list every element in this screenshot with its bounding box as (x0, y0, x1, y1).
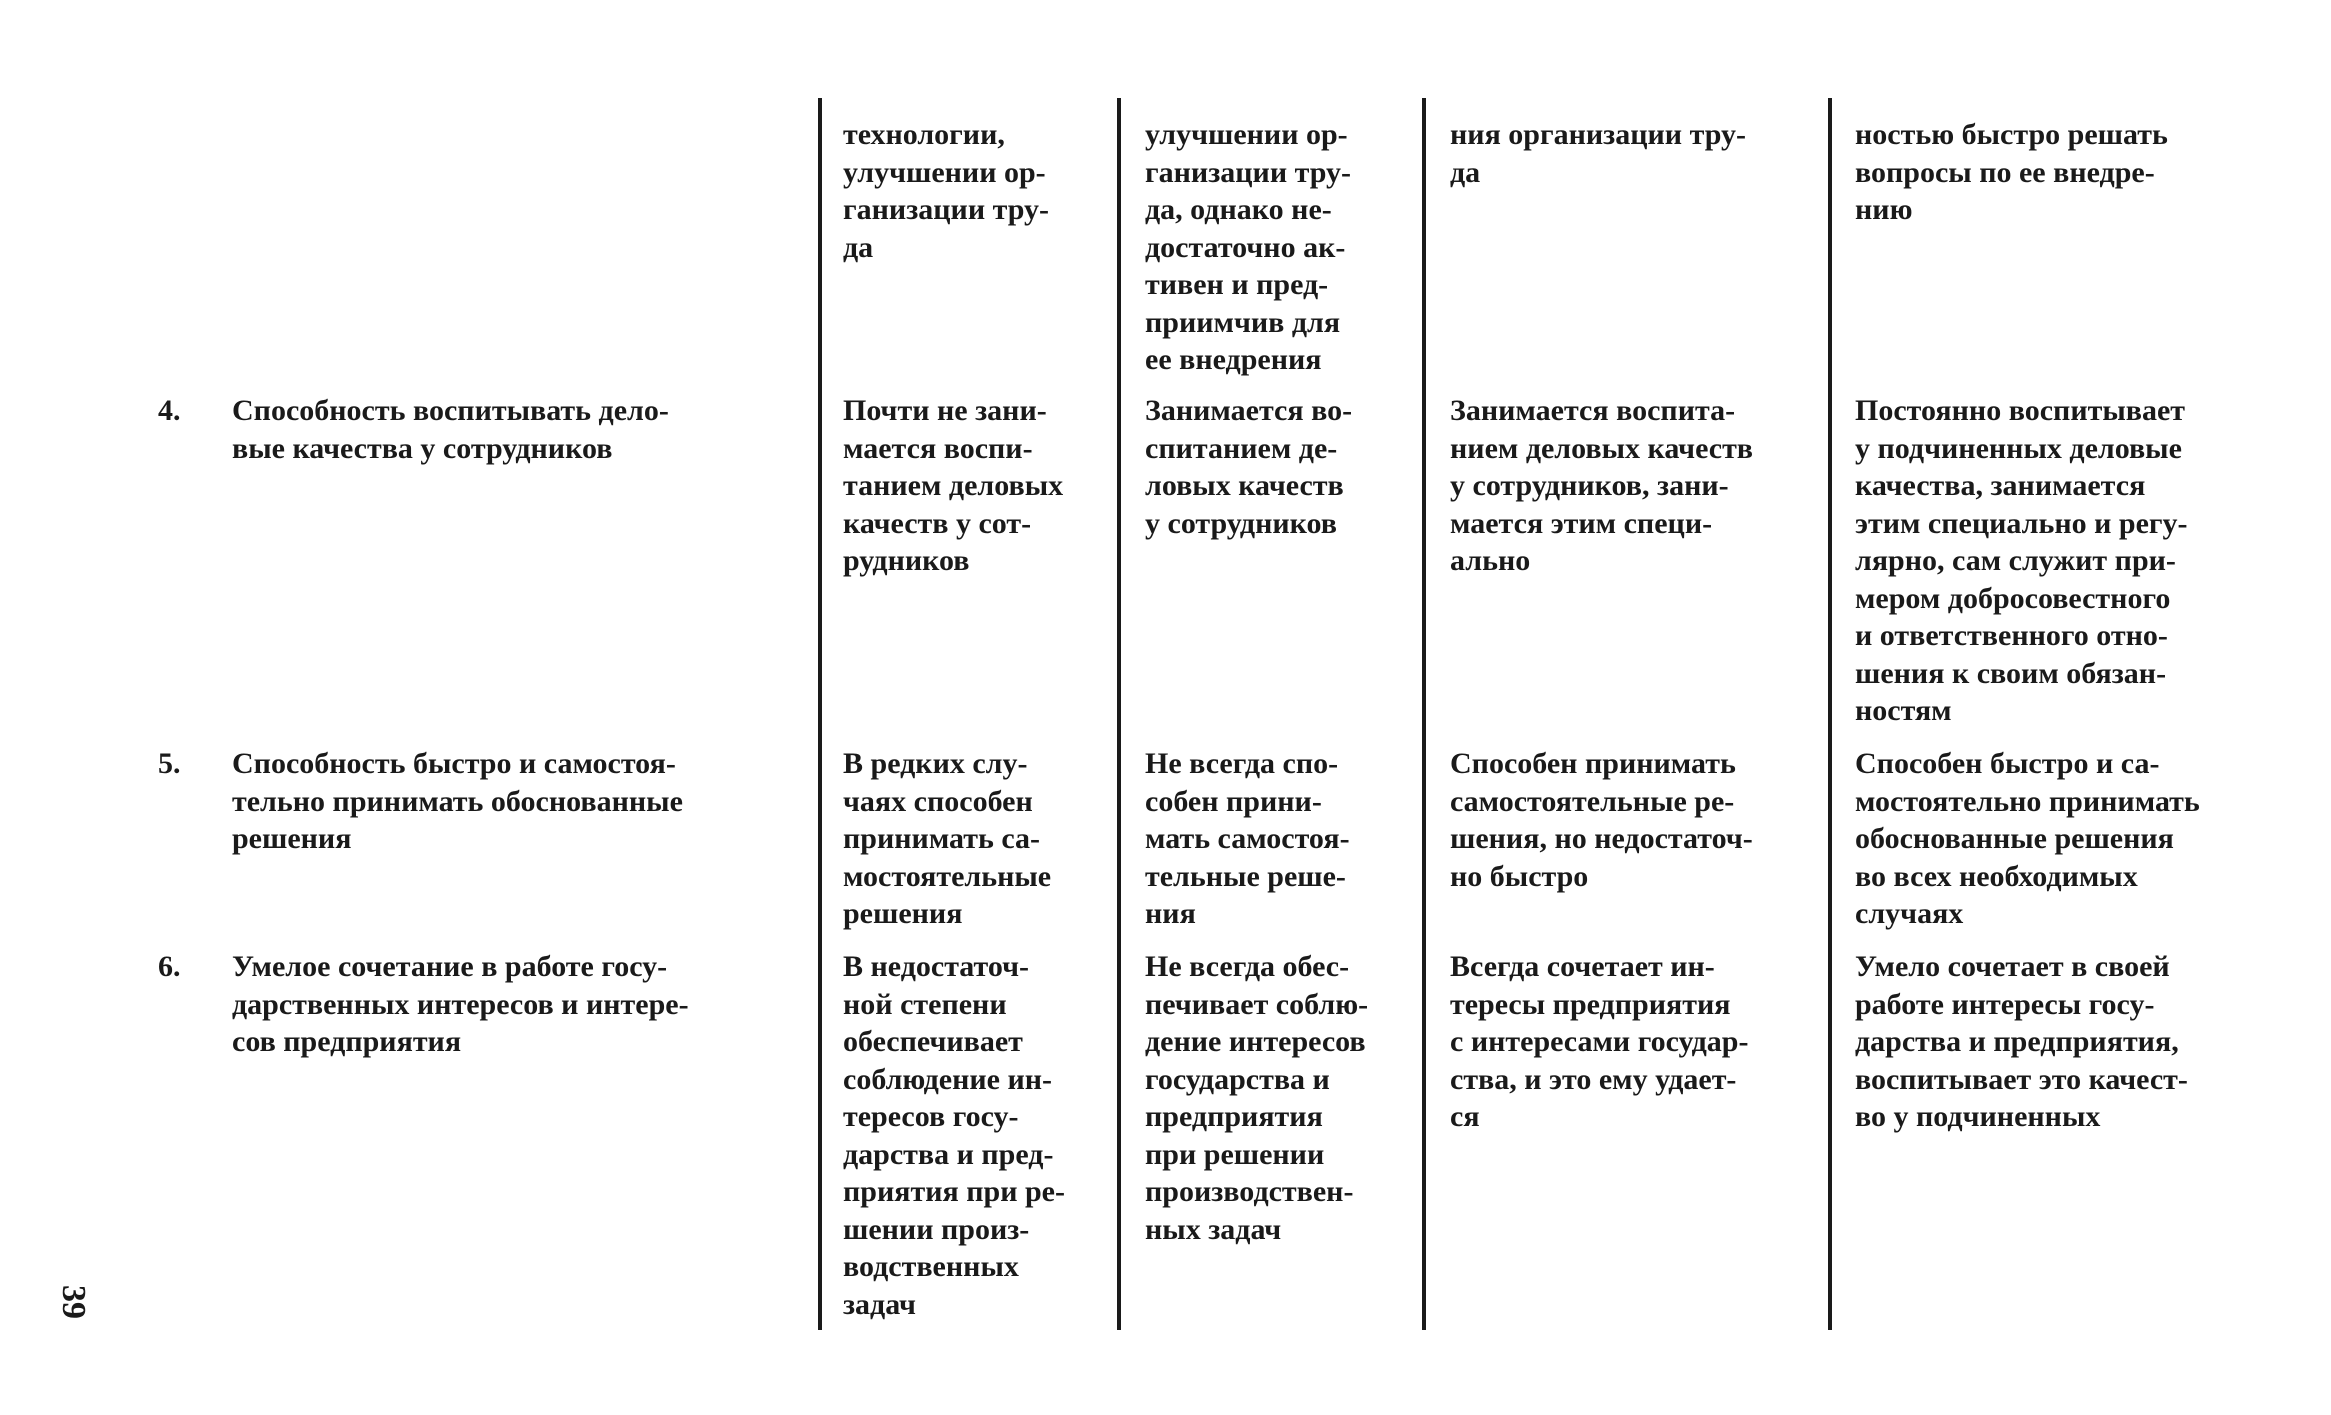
page-number: 39 (55, 1285, 92, 1319)
row-5-level4: Способен быстро и са- мостоятельно принимать обоснованные решения во всех необходимых случаях (1855, 747, 2200, 930)
row-5-number: 5. (158, 747, 181, 780)
row-4-level1: Почти не зани- мается воспи- танием деловых качеств у сот- рудников (843, 394, 1064, 577)
row-6-level1: В недостаточ- ной степени обеспечивает соблюдение ин- тересов госу- дарства и пред- приятия при ре- шении произ- водственных задач (843, 950, 1065, 1321)
row-5-criterion: Способность быстро и самостоя- тельно принимать обоснованные решения (232, 747, 683, 855)
column-divider-1 (818, 98, 822, 1330)
continuation-level2: улучшении ор- ганизации тру- да, однако не- достаточно ак- тивен и пред- приимчив для ее внедрения (1145, 118, 1351, 376)
row-6-level4: Умело сочетает в своей работе интересы госу- дарства и предприятия, воспитывает это качест- во у подчиненных (1855, 950, 2188, 1133)
row-5-level2: Не всегда спо- собен прини- мать самостоя- тельные реше- ния (1145, 747, 1350, 930)
continuation-level1: технологии, улучшении ор- ганизации тру- да (843, 118, 1049, 264)
row-4-criterion: Способность воспитывать дело- вые качества у сотрудников (232, 394, 669, 465)
row-4-level4: Постоянно воспитывает у подчиненных деловые качества, занимается этим специально и регу- лярно, сам служит при- мером добросовестного и ответственного отно- шения к своим обязан- ностям (1855, 394, 2188, 727)
row-6-number: 6. (158, 950, 181, 983)
continuation-level3: ния организации тру- да (1450, 118, 1746, 189)
row-4-level2: Занимается во- спитанием де- ловых качеств у сотрудников (1145, 394, 1353, 540)
row-6-level3: Всегда сочетает ин- тересы предприятия с интересами государ- ства, и это ему удает- ся (1450, 950, 1749, 1133)
continuation-level4: ностью быстро решать вопросы по ее внедре- нию (1855, 118, 2168, 226)
row-5-level3: Способен принимать самостоятельные ре- шения, но недостаточ- но быстро (1450, 747, 1753, 893)
column-divider-3 (1422, 98, 1426, 1330)
row-6-level2: Не всегда обес- печивает соблю- дение интересов государства и предприятия при решении производствен- ных задач (1145, 950, 1369, 1246)
column-divider-4 (1828, 98, 1832, 1330)
row-4-number: 4. (158, 394, 181, 427)
row-6-criterion: Умелое сочетание в работе госу- дарственных интересов и интере- сов предприятия (232, 950, 689, 1058)
column-divider-2 (1117, 98, 1121, 1330)
row-4-level3: Занимается воспита- нием деловых качеств у сотрудников, зани- мается этим специ- ально (1450, 394, 1754, 577)
row-5-level1: В редких слу- чаях способен принимать са- мостоятельные решения (843, 747, 1052, 930)
